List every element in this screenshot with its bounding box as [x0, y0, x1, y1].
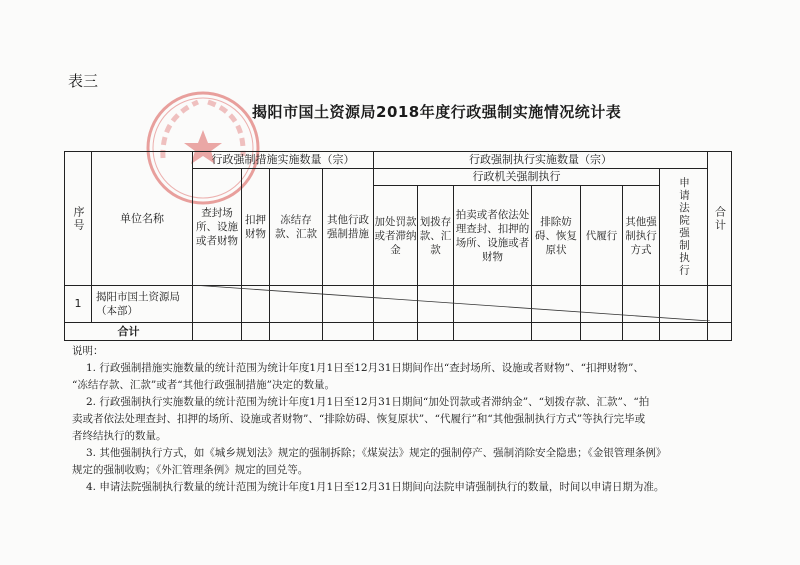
header-seq: 序号 — [65, 152, 92, 286]
header-substitute-performance: 代履行 — [581, 186, 623, 286]
row-seq: 1 — [65, 286, 92, 323]
note-4: 4. 申请法院强制执行数量的统计范围为统计年度1月1日至12月31日期间向法院申请强制执行的数量，时间以申请日期为准。 — [86, 481, 665, 493]
header-fines-penalties: 加处罚款或者滞纳金 — [374, 186, 418, 286]
table-label: 表三 — [68, 72, 99, 90]
header-remove-obstruction: 排除妨碍、恢复原状 — [532, 186, 581, 286]
diagonal-strike-lines — [192, 285, 710, 321]
cell-empty — [708, 286, 732, 323]
header-seal-property: 查封场所、设施或者财物 — [193, 169, 242, 286]
header-other-measures: 其他行政强制措施 — [323, 169, 374, 286]
header-measures-group: 行政强制措施实施数量（宗） — [193, 152, 374, 169]
header-admin-enforcement-group: 行政机关强制执行 — [374, 169, 660, 186]
header-auction-property: 拍卖或者依法处理查封、扣押的场所、设施或者财物 — [454, 186, 532, 286]
total-row-label: 合计 — [65, 323, 193, 341]
header-court-enforcement: 申请法院强制执行 — [660, 169, 708, 286]
note-1-cont: “冻结存款、汇款”或者“其他行政强制措施”决定的数量。 — [72, 379, 335, 391]
note-2-cont2: 者终结执行的数量。 — [72, 430, 167, 442]
header-seize-property: 扣押财物 — [242, 169, 270, 286]
note-1: 1. 行政强制措施实施数量的统计范围为统计年度1月1日至12月31日期间作出“查封场所、设施或者财物”、“扣押财物”、 — [86, 362, 644, 374]
note-3-cont: 规定的强制收购；《外汇管理条例》规定的回兑等。 — [72, 464, 309, 476]
notes-section — [72, 343, 752, 496]
header-enforcement-group: 行政强制执行实施数量（宗） — [374, 152, 708, 169]
page-title: 揭阳市国土资源局2018年度行政强制实施情况统计表 — [252, 103, 622, 121]
header-unit-name: 单位名称 — [92, 152, 193, 286]
note-2: 2. 行政强制执行实施数量的统计范围为统计年度1月1日至12月31日期间“加处罚款或者滞纳金”、“划拨存款、汇款”、“拍 — [86, 396, 650, 408]
header-freeze-deposits: 冻结存款、汇款 — [270, 169, 323, 286]
note-3: 3. 其他强制执行方式，如《城乡规划法》规定的强制拆除；《煤炭法》规定的强制停产、强制消除安全隐患；《金银管理条例》 — [86, 447, 667, 459]
total-row — [65, 323, 732, 341]
row-unit-name: 揭阳市国土资源局（本部） — [92, 286, 193, 323]
header-total: 合计 — [708, 152, 732, 286]
header-transfer-deposits: 划拨存款、汇款 — [418, 186, 454, 286]
notes-heading: 说明： — [72, 345, 104, 357]
note-2-cont: 卖或者依法处理查封、扣押的场所、设施或者财物”、“排除妨碍、恢复原状”、“代履行”和“其他强制执行方式”等执行完毕或 — [72, 413, 646, 425]
header-other-enforcement: 其他强制执行方式 — [623, 186, 660, 286]
